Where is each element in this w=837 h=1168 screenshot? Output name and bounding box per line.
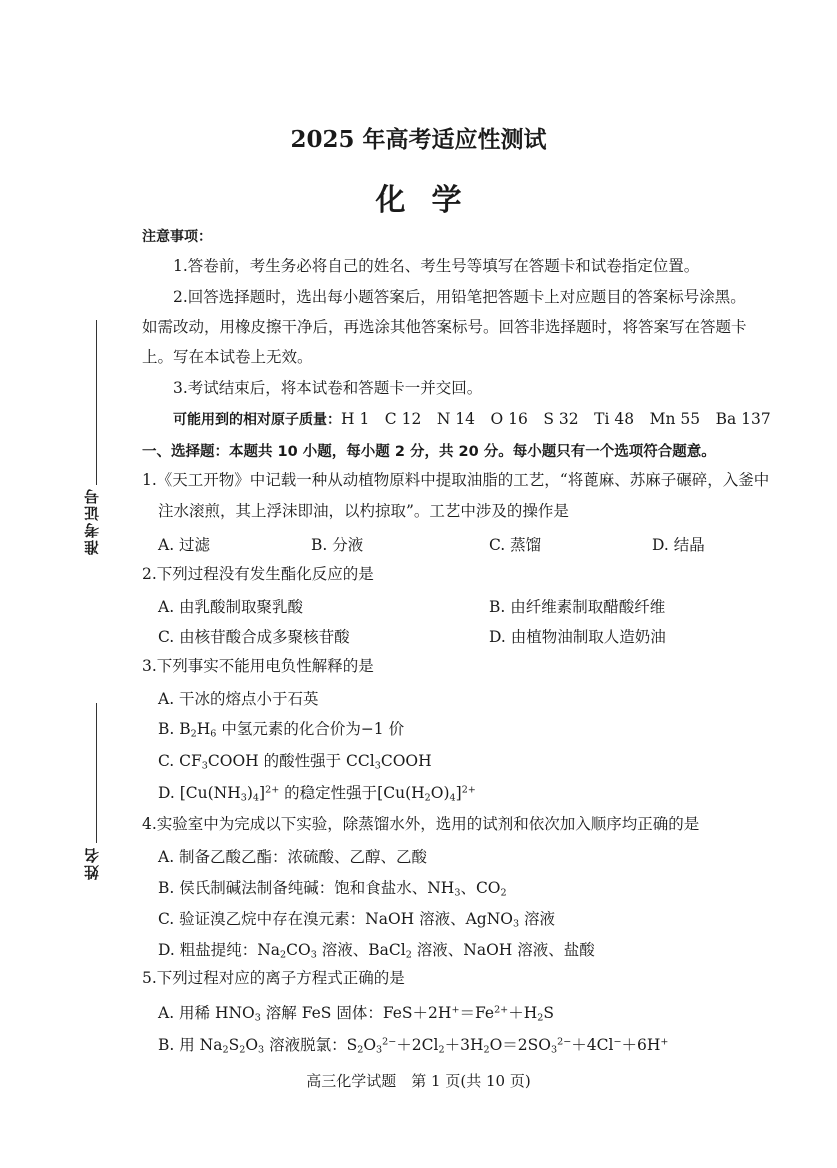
q4-option-d: D. 粗盐提纯：$Na_2CO_3$ 溶液、BaCl$_2$ 溶液、NaOH 溶液、盐酸 [158, 941, 595, 961]
q1-option-c: C. 蒸馏 [489, 536, 542, 554]
q5-option-b: B. 用 $Na_2S_2O_3$ 溶液脱氯：$S_2O_3^{2-}+2Cl_2+3H_2O=2SO_3^{2-}+4Cl^-+6H^+$ [158, 1036, 669, 1056]
q3-option-a: A. 干冰的熔点小于石英 [158, 690, 319, 708]
note-item-2-line-3: 上。写在本试卷上无效。 [142, 348, 313, 366]
note-item-2-line-1: 2.回答选择题时，选出每小题答案后，用铅笔把答题卡上对应题目的答案标号涂黑。 [173, 288, 746, 306]
notes-heading: 注意事项： [142, 229, 212, 245]
q2-option-d: D. 由植物油制取人造奶油 [489, 628, 666, 646]
exam-title: 2025 年高考适应性测试 [290, 126, 547, 153]
atomic-mass-values: H 1 C 12 N 14 O 16 S 32 Ti 48 Mn 55 Ba 137 [341, 410, 771, 428]
q4-option-a: A. 制备乙酸乙酯：浓硫酸、乙醇、乙酸 [158, 848, 428, 866]
exam-id-line [96, 320, 97, 485]
q2-option-b: B. 由纤维素制取醋酸纤维 [489, 598, 666, 616]
page-footer: 高三化学试题 第 1 页(共 10 页) [306, 1072, 531, 1090]
q2-option-c: C. 由核苷酸合成多聚核苷酸 [158, 628, 350, 646]
q3-option-b: B. $B_2H_6$ 中氢元素的化合价为−1 价 [158, 720, 405, 740]
name-line [96, 703, 97, 843]
q1-stem-line-1: 1.《天工开物》中记载一种从动植物原料中提取油脂的工艺，“将蓖麻、苏麻子碾碎，入釜中 [142, 471, 770, 489]
note-item-3: 3.考试结束后，将本试卷和答题卡一并交回。 [173, 379, 483, 397]
q4-option-c: C. 验证溴乙烷中存在溴元素：NaOH 溶液、AgNO$_3$ 溶液 [158, 910, 556, 930]
q1-stem-line-2: 注水滚煎，其上浮沫即油，以杓掠取”。工艺中涉及的操作是 [158, 502, 569, 520]
atomic-mass-row [173, 409, 771, 430]
q3-option-d: D. $[Cu(NH_3)_4]^{2+}$ 的稳定性强于$[Cu(H_2O)_4]^{2+}$ [158, 784, 476, 804]
atomic-mass-label: 可能用到的相对原子质量： [173, 412, 341, 428]
q2-stem: 2.下列过程没有发生酯化反应的是 [142, 565, 374, 583]
q1-option-d: D. 结晶 [652, 536, 705, 554]
q3-option-c: C. $CF_3COOH$ 的酸性强于 CCl$_3$COOH [158, 752, 432, 772]
q2-option-a: A. 由乳酸制取聚乳酸 [158, 598, 304, 616]
q3-stem: 3.下列事实不能用电负性解释的是 [142, 657, 374, 675]
name-label: 姓名 [83, 846, 101, 880]
note-item-1: 1.答卷前，考生务必将自己的姓名、考生号等填写在答题卡和试卷指定位置。 [173, 257, 700, 275]
q1-option-a: A. 过滤 [158, 536, 211, 554]
note-item-2-line-2: 如需改动，用橡皮擦干净后，再选涂其他答案标号。回答非选择题时，将答案写在答题卡 [142, 318, 747, 336]
q5-option-a: A. 用稀 $HNO_3$ 溶解 FeS 固体：$FeS+2H^+=Fe^{2+}+H_2S$ [158, 1004, 554, 1024]
q1-option-b: B. 分液 [311, 536, 364, 554]
q4-stem: 4.实验室中为完成以下实验，除蒸馏水外，选用的试剂和依次加入顺序均正确的是 [142, 815, 700, 833]
section-1-heading: 一、选择题：本题共 10 小题，每小题 2 分，共 20 分。每小题只有一个选项符合题意。 [142, 444, 716, 460]
exam-id-label: 准考证号 [83, 487, 101, 555]
q4-option-b: B. 侯氏制碱法制备纯碱：饱和食盐水、$NH_3$、$CO_2$ [158, 879, 507, 899]
subject-title: 化学 [375, 183, 488, 218]
q5-stem: 5.下列过程对应的离子方程式正确的是 [142, 969, 405, 987]
